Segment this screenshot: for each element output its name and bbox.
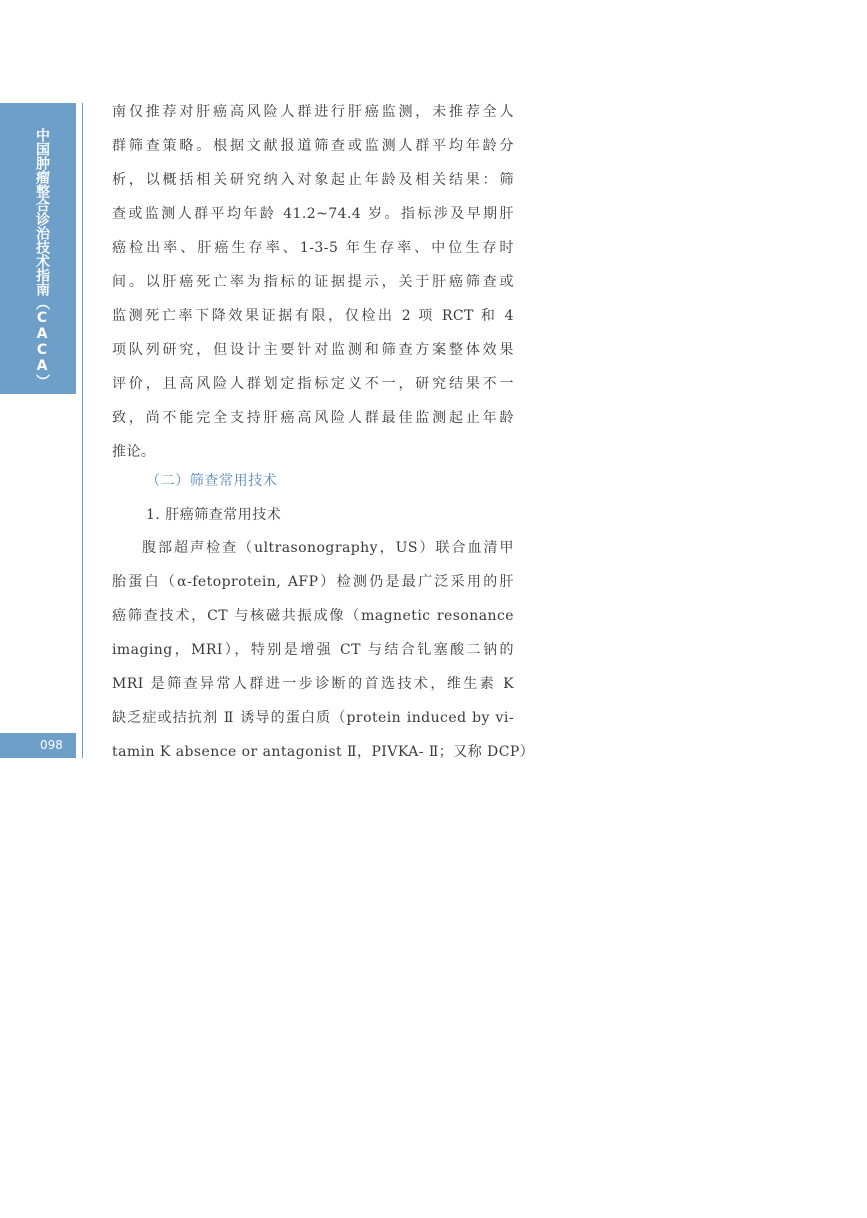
paragraph-liver-cancer-surveillance — [112, 100, 514, 474]
text-line: 南仅推荐对肝癌高风险人群进行肝癌监测，未推荐全人 — [112, 104, 514, 120]
text-line: 析，以概括相关研究纳入对象起止年龄及相关结果：筛 — [112, 172, 514, 188]
text-line: 癌检出率、肝癌生存率、1-3-5 年生存率、中位生存时 — [112, 240, 514, 256]
side-book-title: 中国肿瘤整合诊治技术指南（CACA） — [34, 128, 50, 388]
text-line: 评价，且高风险人群划定指标定义不一，研究结果不一 — [112, 376, 514, 392]
text-line: 腹部超声检查（ultrasonography，US）联合血清甲 — [142, 540, 514, 556]
page-number: 098 — [40, 738, 63, 752]
text-line: imaging，MRI），特别是增强 CT 与结合钆塞酸二钠的 — [112, 642, 514, 658]
text-line: 群筛查策略。根据文献报道筛查或监测人群平均年龄分 — [112, 138, 514, 154]
text-line: MRI 是筛查异常人群进一步诊断的首选技术，维生素 K — [112, 676, 514, 692]
text-line: tamin K absence or antagonist Ⅱ，PIVKA- Ⅱ；又称 DCP） — [112, 744, 535, 760]
text-line: 推论。 — [112, 444, 156, 460]
page-number-box — [0, 733, 76, 758]
text-line: 监测死亡率下降效果证据有限，仅检出 2 项 RCT 和 4 — [112, 308, 514, 324]
side-divider — [82, 103, 83, 758]
text-line: 间。以肝癌死亡率为指标的证据提示，关于肝癌筛查或 — [112, 274, 514, 290]
paragraph-screening-techniques — [112, 536, 535, 774]
text-line: 癌筛查技术，CT 与核磁共振成像（magnetic resonance — [112, 608, 514, 624]
text-line: 项队列研究，但设计主要针对监测和筛查方案整体效果 — [112, 342, 514, 358]
text-line: 查或监测人群平均年龄 41.2~74.4 岁。指标涉及早期肝 — [112, 206, 514, 222]
subsection-heading: 1. 肝癌筛查常用技术 — [146, 507, 282, 523]
text-line: 致，尚不能完全支持肝癌高风险人群最佳监测起止年龄 — [112, 410, 514, 426]
text-line: 缺乏症或拮抗剂 Ⅱ 诱导的蛋白质（protein induced by vi- — [112, 710, 514, 726]
section-heading: （二）筛查常用技术 — [146, 473, 278, 489]
text-line: 胎蛋白（α-fetoprotein, AFP）检测仍是最广泛采用的肝 — [112, 574, 514, 590]
